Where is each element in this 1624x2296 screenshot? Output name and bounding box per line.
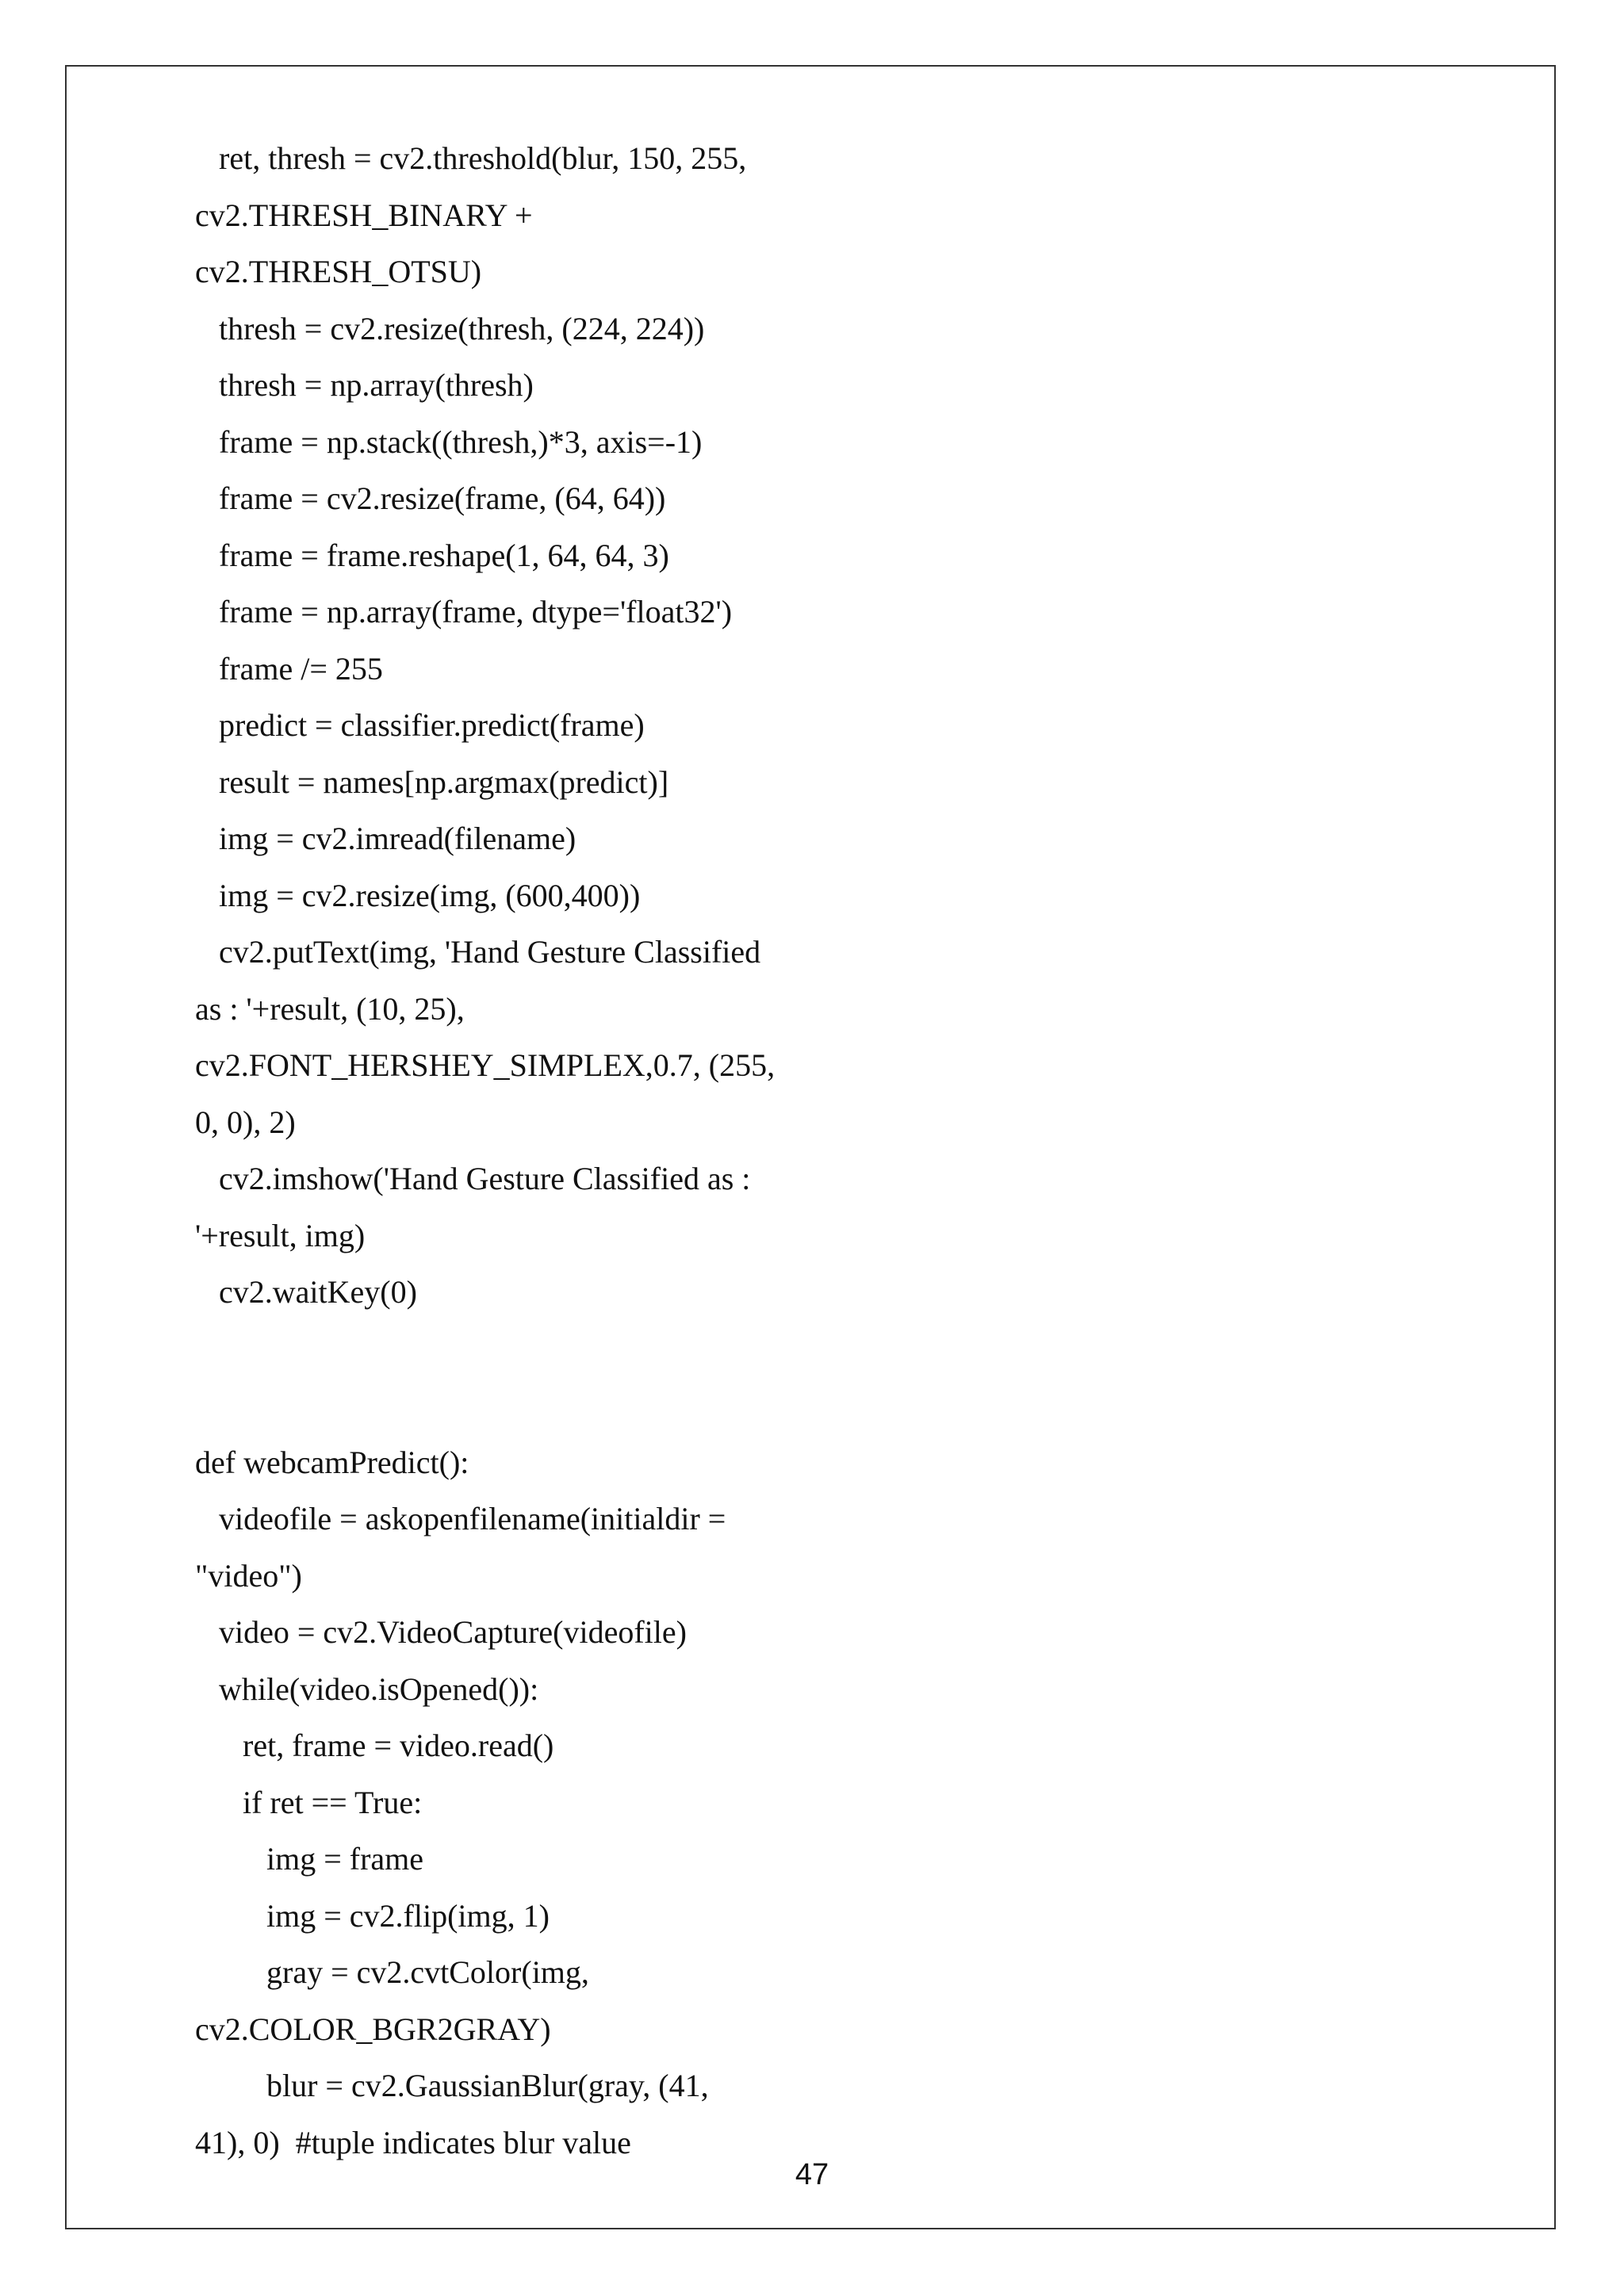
- code-line: cv2.FONT_HERSHEY_SIMPLEX,0.7, (255,: [195, 1047, 776, 1083]
- code-line: 0, 0), 2): [195, 1104, 296, 1140]
- code-line: blur = cv2.GaussianBlur(gray, (41,: [195, 2068, 709, 2103]
- code-line: cv2.COLOR_BGR2GRAY): [195, 2011, 551, 2047]
- code-line: "video"): [195, 1557, 302, 1594]
- code-line: frame = frame.reshape(1, 64, 64, 3): [195, 537, 669, 573]
- code-line: cv2.putText(img, 'Hand Gesture Classified: [195, 934, 761, 970]
- code-line: '+result, img): [195, 1217, 366, 1253]
- blank-line: [195, 1382, 1464, 1439]
- code-line: cv2.waitKey(0): [195, 1274, 417, 1310]
- code-line: 41), 0) #tuple indicates blur value: [195, 2124, 631, 2160]
- code-line: if ret == True:: [195, 1784, 423, 1820]
- code-block: [195, 135, 1464, 2175]
- code-line: gray = cv2.cvtColor(img,: [195, 1954, 589, 1990]
- code-line: result = names[np.argmax(predict)]: [195, 763, 669, 800]
- code-line: frame /= 255: [195, 650, 383, 687]
- code-line: while(video.isOpened()):: [195, 1670, 539, 1707]
- code-line: img = cv2.resize(img, (600,400)): [195, 877, 641, 913]
- blank-line: [195, 1326, 1464, 1383]
- code-line: ret, frame = video.read(): [195, 1728, 554, 1763]
- code-line: img = frame: [195, 1841, 424, 1877]
- code-line: videofile = askopenfilename(initialdir =: [195, 1501, 726, 1536]
- code-line: img = cv2.flip(img, 1): [195, 1897, 550, 1934]
- code-line: predict = classifier.predict(frame): [195, 707, 645, 743]
- code-line: cv2.imshow('Hand Gesture Classified as :: [195, 1161, 751, 1196]
- page-number: 47: [795, 2158, 829, 2191]
- code-line: cv2.THRESH_BINARY +: [195, 197, 533, 233]
- code-line: frame = np.array(frame, dtype='float32'): [195, 594, 733, 629]
- code-line: def webcamPredict():: [195, 1444, 469, 1480]
- code-line: img = cv2.imread(filename): [195, 821, 576, 856]
- code-line: as : '+result, (10, 25),: [195, 990, 465, 1027]
- code-line: ret, thresh = cv2.threshold(blur, 150, 255,: [195, 140, 747, 176]
- code-line: cv2.THRESH_OTSU): [195, 254, 482, 289]
- code-line: thresh = np.array(thresh): [195, 367, 534, 403]
- code-line: frame = cv2.resize(frame, (64, 64)): [195, 480, 666, 516]
- code-line: video = cv2.VideoCapture(videofile): [195, 1614, 687, 1650]
- code-line: thresh = cv2.resize(thresh, (224, 224)): [195, 310, 705, 346]
- code-line: frame = np.stack((thresh,)*3, axis=-1): [195, 423, 703, 460]
